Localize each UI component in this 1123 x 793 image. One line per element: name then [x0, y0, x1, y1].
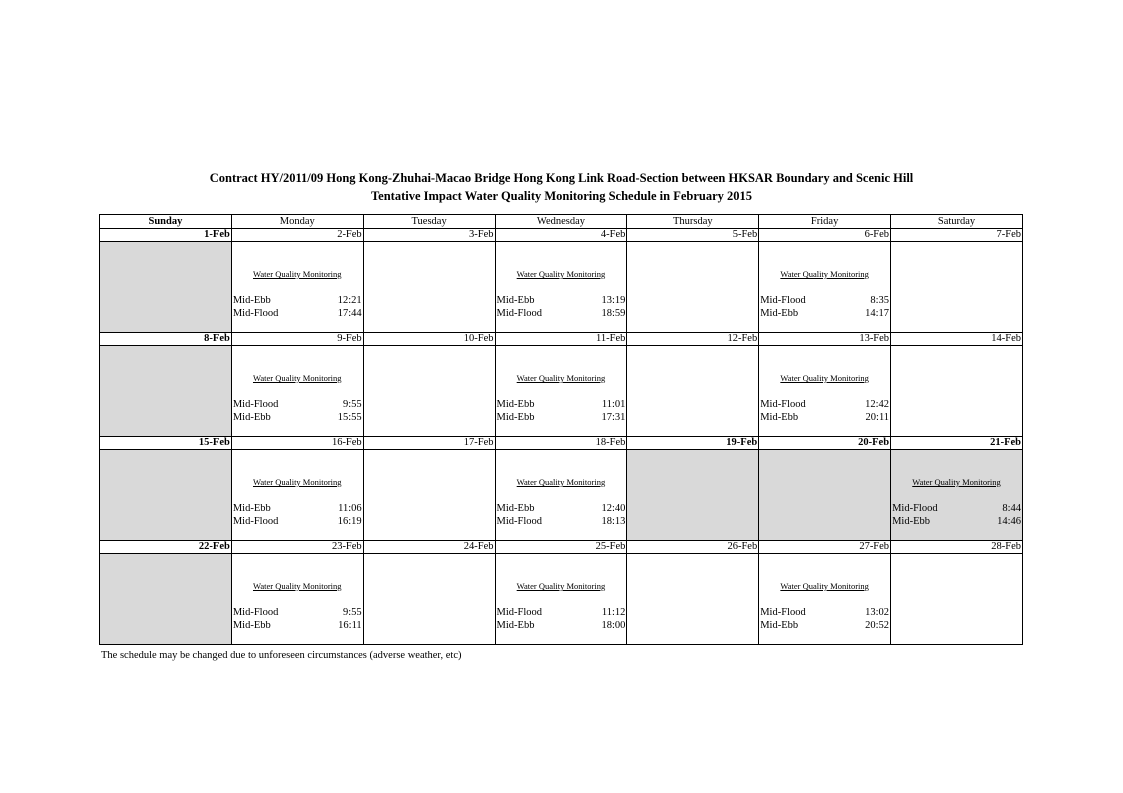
day-cell	[495, 450, 627, 541]
day-cell	[231, 346, 363, 437]
date-cell: 3-Feb	[363, 229, 495, 242]
date-cell: 11-Feb	[495, 333, 627, 346]
activity-label: Water Quality Monitoring	[252, 269, 342, 279]
tide-name: Mid-Ebb	[496, 620, 535, 631]
tide-entry	[497, 619, 626, 632]
weekday-header: Monday	[231, 215, 363, 229]
day-cell	[759, 346, 891, 437]
day-cell	[759, 242, 891, 333]
monitoring-calendar	[99, 214, 1023, 645]
tide-name: Mid-Flood	[232, 308, 279, 319]
tide-entry	[233, 294, 362, 307]
tide-time: 13:02	[865, 607, 890, 618]
tide-entry	[233, 307, 362, 320]
tide-time: 14:17	[865, 308, 890, 319]
date-cell: 24-Feb	[363, 541, 495, 554]
tide-time: 16:19	[337, 516, 362, 527]
activity-label: Water Quality Monitoring	[516, 269, 606, 279]
activity-label: Water Quality Monitoring	[780, 581, 869, 591]
date-cell: 7-Feb	[891, 229, 1023, 242]
tide-time: 11:12	[601, 607, 626, 618]
tide-entry	[760, 411, 889, 424]
day-cell	[231, 554, 363, 645]
date-cell: 25-Feb	[495, 541, 627, 554]
date-cell: 19-Feb	[627, 437, 759, 450]
activity-label: Water Quality Monitoring	[516, 373, 606, 383]
schedule-note: The schedule may be changed due to unforeseen circumstances (adverse weather, etc)	[101, 650, 462, 661]
tide-entry	[497, 294, 626, 307]
date-cell: 21-Feb	[891, 437, 1023, 450]
date-cell: 13-Feb	[759, 333, 891, 346]
activity-label: Water Quality Monitoring	[516, 477, 606, 487]
date-cell: 15-Feb	[100, 437, 232, 450]
tide-name: Mid-Ebb	[496, 295, 535, 306]
schedule-row	[100, 450, 1023, 541]
day-cell	[759, 554, 891, 645]
weekday-header: Tuesday	[363, 215, 495, 229]
tide-time: 9:55	[343, 607, 362, 618]
date-cell: 22-Feb	[100, 541, 232, 554]
document-title: Contract HY/2011/09 Hong Kong-Zhuhai-Macao Bridge Hong Kong Link Road-Section between HKSAR Boundary and Scenic Hill	[209, 171, 914, 185]
tide-entry	[892, 502, 1021, 515]
tide-name: Mid-Ebb	[232, 503, 271, 514]
weekday-header: Thursday	[627, 215, 759, 229]
tide-entry	[497, 307, 626, 320]
tide-entry	[497, 398, 626, 411]
day-cell	[363, 450, 495, 541]
tide-name: Mid-Flood	[496, 516, 543, 527]
date-cell: 20-Feb	[759, 437, 891, 450]
tide-time: 20:52	[865, 620, 890, 631]
date-cell: 10-Feb	[363, 333, 495, 346]
day-cell	[495, 242, 627, 333]
tide-time: 16:11	[338, 620, 362, 631]
tide-entry	[760, 619, 889, 632]
tide-name: Mid-Flood	[760, 607, 806, 618]
day-cell	[627, 450, 759, 541]
tide-name: Mid-Ebb	[496, 503, 535, 514]
day-cell	[627, 554, 759, 645]
tide-entry	[892, 515, 1021, 528]
date-cell: 2-Feb	[231, 229, 363, 242]
tide-name: Mid-Flood	[496, 308, 543, 319]
tide-time: 11:06	[338, 503, 362, 514]
date-row	[100, 229, 1023, 242]
day-cell	[100, 450, 232, 541]
tide-time: 12:40	[601, 503, 626, 514]
day-cell	[363, 554, 495, 645]
date-cell: 8-Feb	[100, 333, 232, 346]
day-cell	[363, 346, 495, 437]
date-cell: 18-Feb	[495, 437, 627, 450]
tide-time: 11:01	[601, 399, 626, 410]
tide-name: Mid-Ebb	[232, 620, 271, 631]
tide-name: Mid-Flood	[232, 399, 279, 410]
date-row	[100, 333, 1023, 346]
weekday-header: Saturday	[891, 215, 1023, 229]
date-row	[100, 437, 1023, 450]
date-cell: 23-Feb	[231, 541, 363, 554]
tide-name: Mid-Flood	[232, 607, 279, 618]
weekday-header: Friday	[759, 215, 891, 229]
tide-name: Mid-Flood	[760, 399, 806, 410]
tide-entry	[760, 606, 889, 619]
day-cell	[891, 554, 1023, 645]
tide-name: Mid-Ebb	[232, 412, 271, 423]
schedule-row	[100, 554, 1023, 645]
tide-name: Mid-Flood	[496, 607, 543, 618]
date-row	[100, 541, 1023, 554]
day-cell	[627, 346, 759, 437]
date-cell: 17-Feb	[363, 437, 495, 450]
tide-time: 20:11	[865, 412, 890, 423]
activity-label: Water Quality Monitoring	[780, 269, 869, 279]
day-cell	[891, 346, 1023, 437]
date-cell: 1-Feb	[100, 229, 232, 242]
schedule-row	[100, 346, 1023, 437]
tide-name: Mid-Ebb	[232, 295, 271, 306]
tide-entry	[760, 307, 889, 320]
day-cell	[891, 242, 1023, 333]
day-cell	[231, 450, 363, 541]
tide-entry	[497, 502, 626, 515]
tide-entry	[497, 515, 626, 528]
tide-entry	[233, 502, 362, 515]
tide-time: 18:59	[601, 308, 626, 319]
date-cell: 27-Feb	[759, 541, 891, 554]
date-cell: 4-Feb	[495, 229, 627, 242]
day-cell	[759, 450, 891, 541]
date-cell: 14-Feb	[891, 333, 1023, 346]
day-cell	[100, 554, 232, 645]
tide-time: 13:19	[601, 295, 626, 306]
schedule-subtitle: Tentative Impact Water Quality Monitoring Schedule in February 2015	[370, 189, 753, 203]
tide-name: Mid-Flood	[760, 295, 806, 306]
day-cell	[100, 242, 232, 333]
tide-entry	[497, 606, 626, 619]
tide-name: Mid-Ebb	[496, 412, 535, 423]
tide-time: 14:46	[997, 516, 1021, 527]
activity-label: Water Quality Monitoring	[252, 581, 342, 591]
tide-time: 12:21	[337, 295, 362, 306]
tide-time: 17:31	[601, 412, 626, 423]
tide-time: 18:13	[601, 516, 626, 527]
day-cell	[627, 242, 759, 333]
tide-entry	[233, 398, 362, 411]
activity-label: Water Quality Monitoring	[252, 373, 342, 383]
date-cell: 28-Feb	[891, 541, 1023, 554]
tide-entry	[233, 606, 362, 619]
day-cell	[231, 242, 363, 333]
tide-name: Mid-Ebb	[496, 399, 535, 410]
tide-name: Mid-Flood	[232, 516, 279, 527]
date-cell: 16-Feb	[231, 437, 363, 450]
schedule-row	[100, 242, 1023, 333]
tide-entry	[233, 411, 362, 424]
tide-name: Mid-Ebb	[760, 308, 799, 319]
date-cell: 12-Feb	[627, 333, 759, 346]
day-cell	[363, 242, 495, 333]
weekday-header-row	[100, 215, 1023, 229]
tide-time: 15:55	[337, 412, 362, 423]
tide-entry	[760, 294, 889, 307]
day-cell	[495, 346, 627, 437]
tide-name: Mid-Ebb	[760, 620, 799, 631]
date-cell: 5-Feb	[627, 229, 759, 242]
tide-time: 12:42	[865, 399, 890, 410]
activity-label: Water Quality Monitoring	[912, 477, 1001, 487]
weekday-header: Sunday	[100, 215, 232, 229]
activity-label: Water Quality Monitoring	[780, 373, 869, 383]
tide-entry	[760, 398, 889, 411]
tide-name: Mid-Flood	[892, 503, 938, 514]
date-cell: 26-Feb	[627, 541, 759, 554]
day-cell	[495, 554, 627, 645]
tide-time: 9:55	[343, 399, 362, 410]
weekday-header: Wednesday	[495, 215, 627, 229]
date-cell: 9-Feb	[231, 333, 363, 346]
day-cell	[891, 450, 1023, 541]
tide-name: Mid-Ebb	[892, 516, 930, 527]
activity-label: Water Quality Monitoring	[516, 581, 606, 591]
day-cell	[100, 346, 232, 437]
tide-name: Mid-Ebb	[760, 412, 799, 423]
tide-time: 8:35	[870, 295, 890, 306]
tide-entry	[233, 619, 362, 632]
tide-entry	[233, 515, 362, 528]
tide-time: 17:44	[337, 308, 362, 319]
tide-time: 8:44	[1002, 503, 1021, 514]
date-cell: 6-Feb	[759, 229, 891, 242]
tide-entry	[497, 411, 626, 424]
tide-time: 18:00	[601, 620, 626, 631]
activity-label: Water Quality Monitoring	[252, 477, 342, 487]
